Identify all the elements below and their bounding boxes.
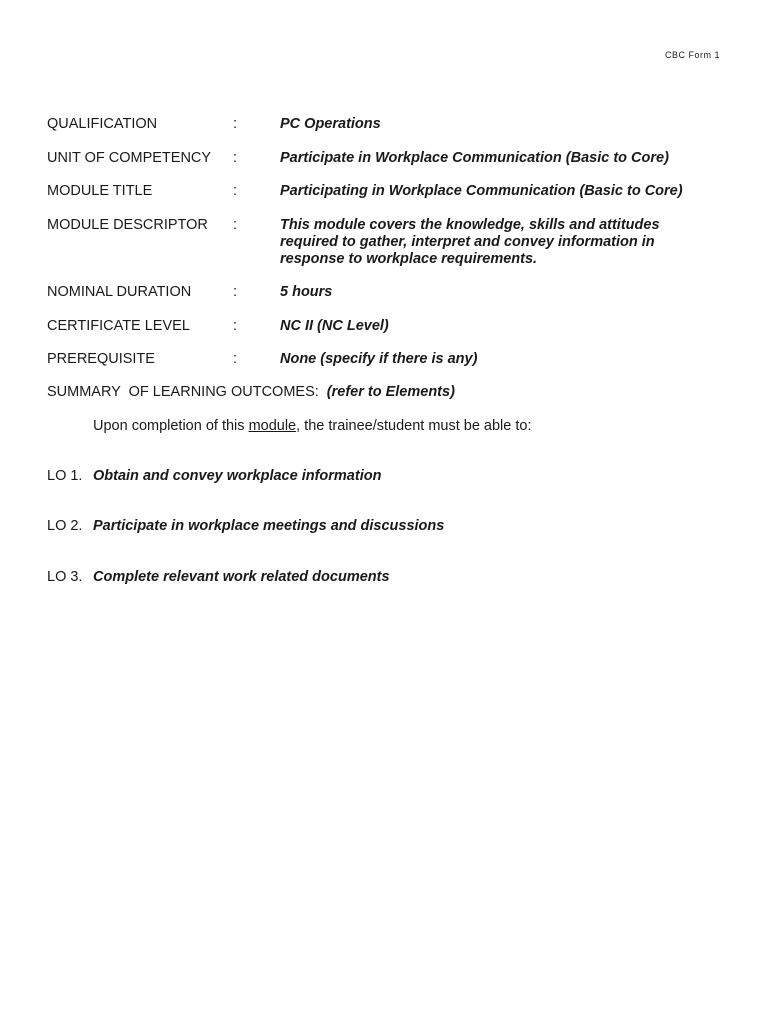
field-label: CERTIFICATE LEVEL [47, 317, 190, 334]
descriptor-line: This module covers the knowledge, skills and attitudes [280, 216, 660, 233]
field-label: NOMINAL DURATION [47, 284, 192, 300]
field-label: UNIT OF COMPETENCY [47, 149, 212, 166]
field-colon: : [233, 183, 238, 199]
learning-outcome-1 [47, 468, 381, 485]
field-value: Participate in Workplace Communication (Basic to Core) [280, 149, 669, 166]
field-colon: : [233, 317, 238, 334]
lo-text: Participate in workplace meetings and discussions [93, 518, 445, 534]
field-prerequisite [47, 351, 727, 368]
field-module-descriptor [47, 217, 727, 268]
field-value: None (specify if there is any) [280, 351, 478, 367]
summary-of-learning-outcomes [47, 384, 455, 401]
field-value: Participating in Workplace Communication (Basic to Core) [280, 183, 683, 199]
module-fields [47, 116, 727, 385]
field-value: 5 hours [280, 284, 333, 300]
field-value: PC Operations [280, 116, 381, 132]
field-colon: : [233, 116, 238, 132]
form-id: CBC Form 1 [664, 50, 720, 60]
descriptor-line: required to gather, interpret and convey information in [280, 233, 655, 250]
field-nominal-duration [47, 284, 727, 301]
field-unit-of-competency [47, 150, 727, 167]
field-label: PREREQUISITE [47, 351, 155, 367]
intro-before: Upon completion of this [93, 418, 249, 434]
field-colon: : [233, 284, 238, 300]
learning-outcome-3 [47, 569, 390, 586]
lo-number: LO 1. [47, 468, 83, 484]
field-module-title [47, 183, 727, 200]
learning-outcome-2 [47, 518, 444, 535]
intro-after: , the trainee/student must be able to: [296, 418, 532, 434]
field-qualification [47, 116, 727, 133]
lo-number: LO 2. [47, 518, 83, 534]
intro-sentence [93, 418, 532, 435]
descriptor-line: response to workplace requirements. [280, 250, 538, 267]
lo-text: Complete relevant work related documents [93, 569, 390, 585]
field-colon: : [233, 351, 238, 367]
summary-ref: (refer to Elements) [326, 384, 455, 400]
field-value [280, 217, 727, 268]
field-certificate-level [47, 318, 727, 335]
field-colon: : [233, 216, 238, 233]
field-colon: : [233, 149, 238, 166]
lo-text: Obtain and convey workplace information [93, 468, 382, 484]
field-label: MODULE DESCRIPTOR [47, 216, 208, 233]
field-label: QUALIFICATION [47, 116, 158, 132]
summary-label: SUMMARY OF LEARNING OUTCOMES: [47, 384, 319, 400]
field-label: MODULE TITLE [47, 183, 153, 199]
field-value: NC II (NC Level) [280, 317, 389, 334]
intro-underlined: module [248, 418, 297, 434]
lo-number: LO 3. [47, 569, 83, 585]
